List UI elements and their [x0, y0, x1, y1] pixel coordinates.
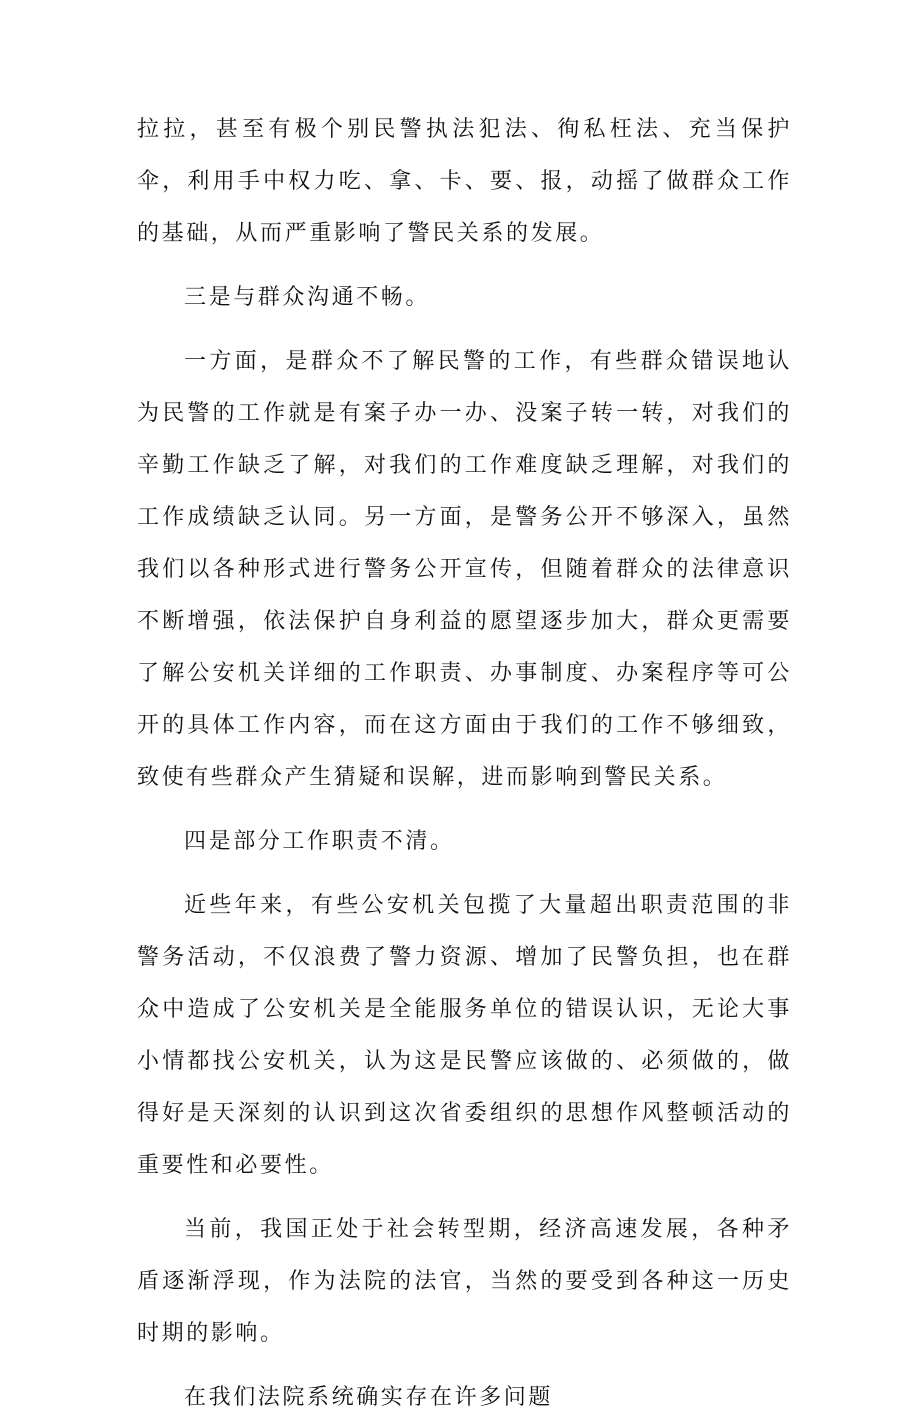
paragraph-gap [137, 868, 792, 880]
paragraph-5: 近些年来，有些公安机关包揽了大量超出职责范围的非警务活动，不仅浪费了警力资源、增加了民警负担，也在群众中造成了公安机关是全能服务单位的错误认识，无论大事小情都找公安机关，认为这是民警应该做的、必须做的，做得好是天深刻的认识到这次省委组织的思想作风整顿活动的重要性和必要性。 [137, 893, 792, 1178]
paragraph-3: 一方面，是群众不了解民警的工作，有些群众错误地认为民警的工作就是有案子办一办、没案子转一转，对我们的辛勤工作缺乏了解，对我们的工作难度缺乏理解，对我们的工作成绩缺乏认同。另一方面，是警务公开不够深入，虽然我们以各种形式进行警务公开宣传，但随着群众的法律意识不断增强，依法保护自身利益的愿望逐步加大，群众更需要了解公安机关详细的工作职责、办事制度、办案程序等可公开的具体工作内容，而在这方面由于我们的工作不够细致，致使有些群众产生猜疑和误解，进而影响到警民关系。 [137, 349, 792, 790]
paragraph-2: 三是与群众沟通不畅。 [184, 285, 431, 310]
paragraph-6: 当前，我国正处于社会转型期，经济高速发展，各种矛盾逐渐浮现，作为法院的法官，当然的要受到各种这一历史时期的影响。 [137, 1217, 792, 1346]
paragraph-gap [137, 804, 792, 816]
paragraph-gap [137, 324, 792, 336]
paragraph-4: 四是部分工作职责不清。 [184, 829, 455, 854]
paragraph-7: 在我们法院系统确实存在许多问题 [184, 1385, 554, 1410]
paragraph-gap [137, 260, 792, 272]
paragraph-1: 拉拉，甚至有极个别民警执法犯法、徇私枉法、充当保护伞，利用手中权力吃、拿、卡、要、报，动摇了做群众工作的基础，从而严重影响了警民关系的发展。 [137, 117, 792, 246]
paragraph-gap [137, 1360, 792, 1372]
paragraph-gap [137, 1192, 792, 1204]
